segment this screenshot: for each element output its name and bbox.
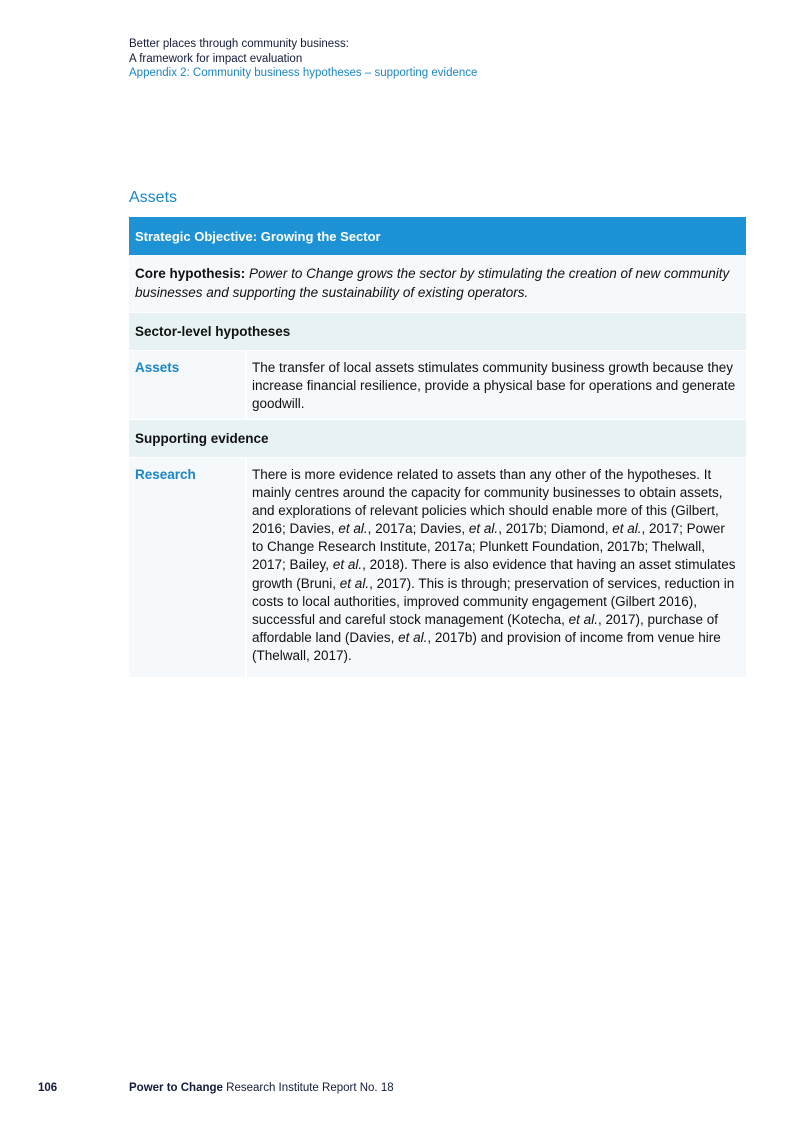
core-hypothesis-label: Core hypothesis: — [135, 266, 246, 281]
section-title: Assets — [129, 189, 178, 206]
sector-level-heading: Sector-level hypotheses — [129, 313, 746, 350]
objective-header: Strategic Objective: Growing the Sector — [129, 217, 746, 255]
assets-key: Assets — [129, 351, 245, 419]
page-number: 106 — [38, 1082, 58, 1094]
supporting-evidence-heading: Supporting evidence — [129, 420, 746, 457]
hypothesis-table — [129, 217, 746, 677]
header-subtitle: A framework for impact evaluation — [129, 52, 303, 65]
header-appendix: Appendix 2: Community business hypotheses – supporting evidence — [129, 67, 478, 79]
header-title: Better places through community business: — [129, 38, 349, 50]
research-row — [129, 458, 746, 677]
core-hypothesis — [129, 255, 746, 312]
running-header — [129, 37, 477, 81]
assets-text: The transfer of local assets stimulates community business growth because they increase financial resilience, provide a physical base for operations and generate goodwill. — [247, 351, 746, 419]
research-text: There is more evidence related to assets than any other of the hypotheses. It mainly centres around the capacity for community businesses to obtain assets, and explorations of relevant policies which should enable more of this (Gilbert, 2016; Davies, et al., 2017a; Davies, et al., 2017b; Diamond, et al., 2017; Power to Change Research Institute, 2017a; Plunkett Foundation, 2017b; Thelwall, 2017; Bailey, et al., 2018). There is also evidence that having an asset stimulates growth (Bruni, et al., 2017). This is through; preservation of services, reduction in costs to local authorities, improved community engagement (Gilbert 2016), successful and careful stock management (Kotecha, et al., 2017), purchase of affordable land (Davies, et al., 2017b) and provision of income from venue hire (Thelwall, 2017). — [247, 458, 746, 677]
footer-brand: Power to Change — [129, 1082, 223, 1094]
assets-row — [129, 351, 746, 419]
footer-report-title: Research Institute Report No. 18 — [222, 1082, 394, 1094]
footer-report — [129, 1082, 394, 1094]
core-hypothesis-text: Power to Change grows the sector by stimulating the creation of new community businesses and supporting the sustainability of existing operators. — [135, 266, 730, 300]
research-key: Research — [129, 458, 245, 677]
